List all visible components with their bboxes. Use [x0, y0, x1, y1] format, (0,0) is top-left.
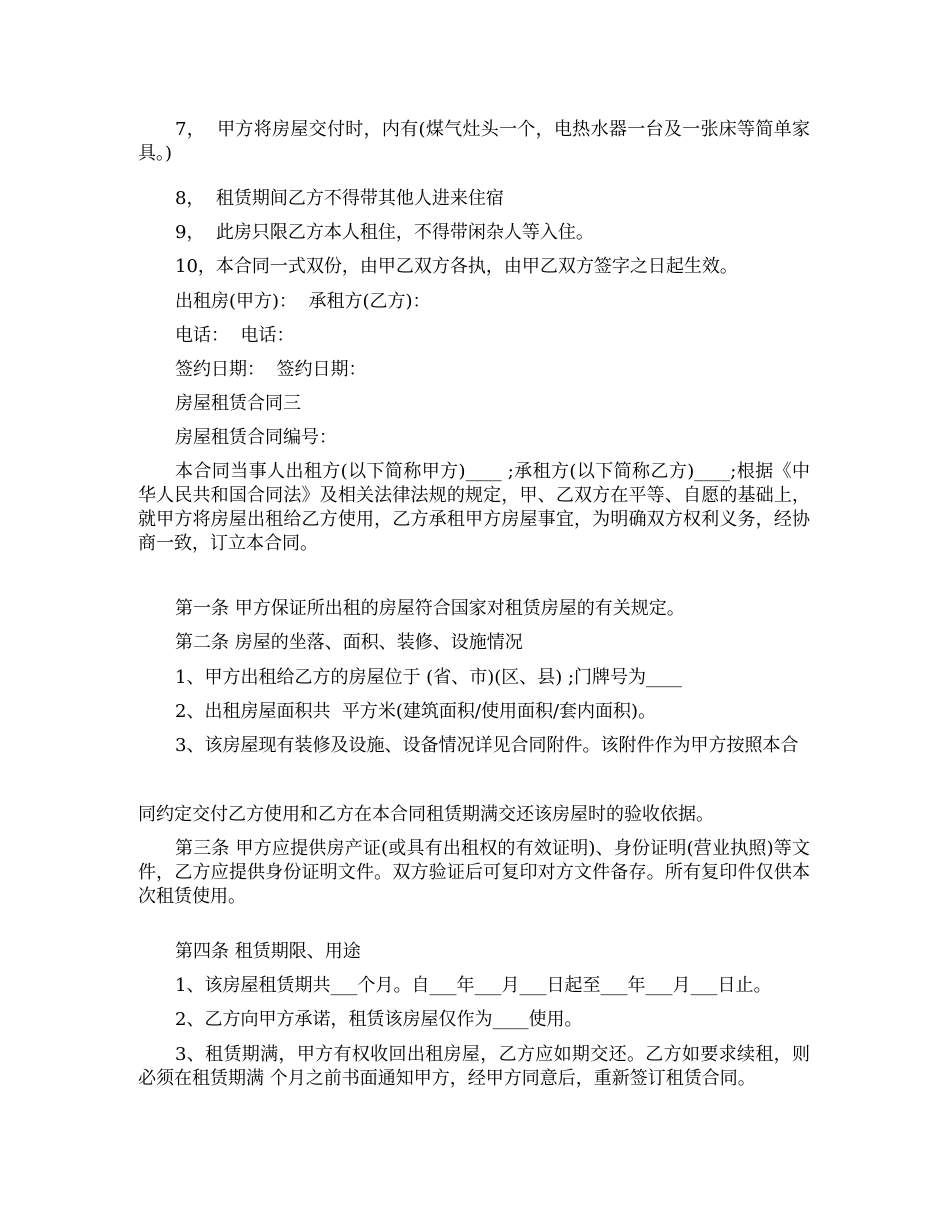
article-3: 第三条 甲方应提供房产证(或具有出租权的有效证明)、身份证明(营业执照)等文件，乙方应提供身份证明文件。双方验证后可复印对方文件备存。所有复印件仅供本次租赁使用。: [138, 838, 810, 907]
article-1: 第一条 甲方保证所出租的房屋符合国家对租赁房屋的有关规定。: [175, 598, 685, 619]
contract-preamble: 本合同当事人出租方(以下简称甲方)____ ;承租方(以下简称乙方)____;根据《中华人民共和国合同法》及相关法律法规的规定，甲、乙双方在平等、自愿的基础上，就甲方将房屋出租给乙方使用，乙方承租甲方房屋事宜，为明确双方权利义务，经协商一致，订立本合同。: [138, 461, 810, 554]
clause-8: 8， 租赁期间乙方不得带其他人进来住宿: [175, 188, 504, 209]
article-2-item-1: 1、甲方出租给乙方的房屋位于 (省、市)(区、县) ;门牌号为____: [175, 667, 683, 688]
article-4-item-3: 3、租赁期满，甲方有权收回出租房屋，乙方应如期交还。乙方如要求续租，则 必须在租赁期满 个月之前书面通知甲方，经甲方同意后，重新签订租赁合同。: [138, 1044, 816, 1089]
article-4-item-1: 1、该房屋租赁期共___个月。自___年___月___日起至___年___月___日止。: [175, 975, 772, 996]
contract-title: 房屋租赁合同三: [175, 393, 301, 414]
article-2-heading: 第二条 房屋的坐落、面积、装修、设施情况: [175, 632, 523, 653]
clause-7: 7， 甲方将房屋交付时，内有(煤气灶头一个，电热水器一台及一张床等简单家具。): [138, 119, 810, 164]
article-2-item-2: 2、出租房屋面积共 平方米(建筑面积/使用面积/套内面积)。: [175, 701, 657, 722]
signature-date-line: 签约日期： 签约日期：: [175, 359, 367, 380]
clause-10: 10，本合同一式双份，由甲乙双方各执，由甲乙双方签字之日起生效。: [175, 256, 738, 277]
article-2-item-3: 3、该房屋现有装修及设施、设备情况详见合同附件。该附件作为甲方按照本合: [175, 735, 799, 756]
contract-number: 房屋租赁合同编号：: [175, 427, 337, 448]
article-2-item-3-continued: 同约定交付乙方使用和乙方在本合同租赁期满交还该房屋时的验收依据。: [138, 804, 714, 825]
signature-phone-line: 电话： 电话：: [175, 325, 295, 346]
article-4-heading: 第四条 租赁期限、用途: [175, 941, 361, 962]
signature-parties-line: 出租房(甲方)： 承租方(乙方)：: [175, 291, 431, 312]
clause-9: 9， 此房只限乙方本人租住，不得带闲杂人等入住。: [175, 222, 594, 243]
article-4-item-2: 2、乙方向甲方承诺，租赁该房屋仅作为____使用。: [175, 1009, 583, 1030]
